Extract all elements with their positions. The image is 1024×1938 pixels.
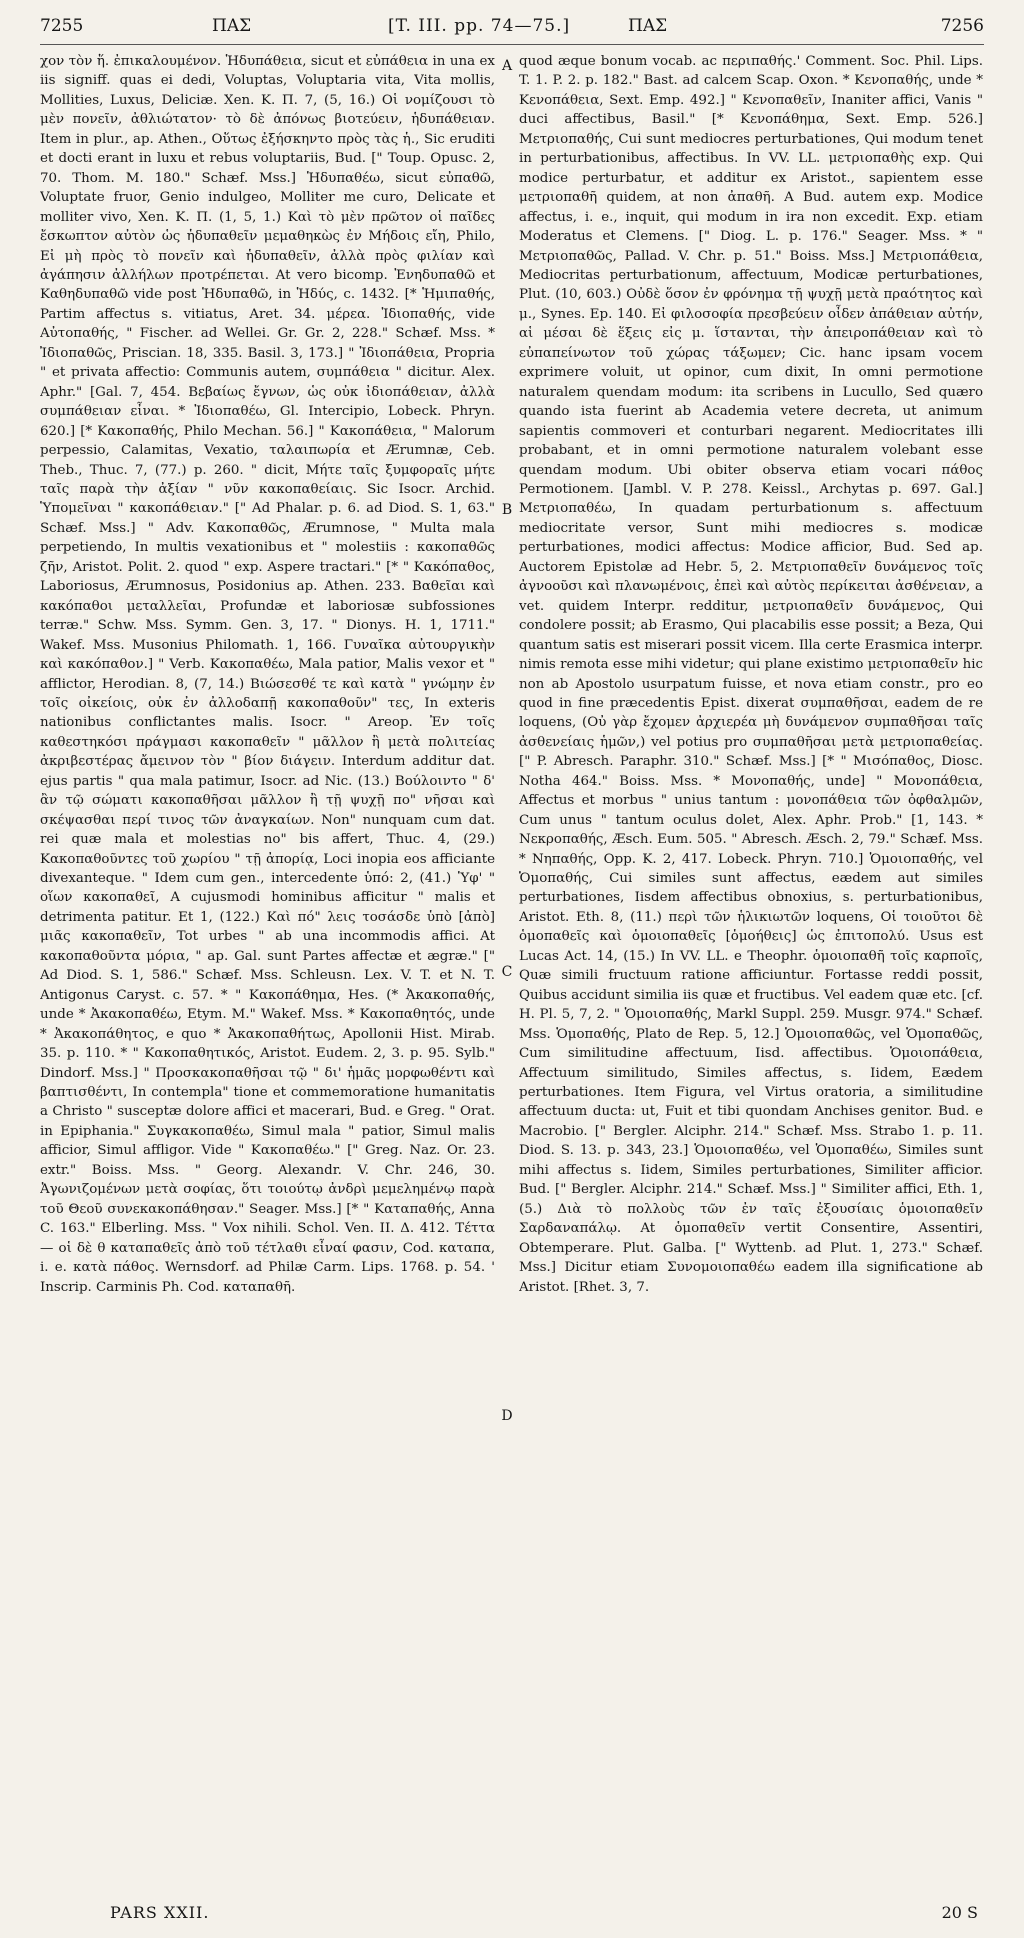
- margin-letter-d: D: [501, 1408, 513, 1424]
- volume-page-reference: [T. III. pp. 74—75.]: [388, 16, 571, 36]
- right-text-column: [519, 52, 983, 1922]
- right-column-number: 7256: [940, 16, 984, 36]
- right-column-text: quod æque bonum vocab. ac περιπαθής.' Comment. Soc. Phil. Lips. T. 1. P. 2. p. 182." Bast. ad calcem Scap. Oxon. * Κενοπαθής, unde * Κενοπάθεια, Sext. Emp. 492.] " Κενοπαθεῖν, Inaniter affici, Vanis " duci affectibus, Basil." [* Κενοπάθημα, Sext. Emp. 526.] Μετριοπαθής, Cui sunt mediocres perturbationes, Qui modum tenet in perturbationibus, affectibus. In VV. LL. μετριοπαθὴς exp. Qui modice perturbatur, et additur ex Aristot., sapientem esse μετριοπαθῆ quidem, at non ἀπαθῆ. A Bud. autem exp. Modice affectus, i. e., inquit, qui modum in ira non excedit. Exp. etiam Moderatus et Clemens. [" Diog. L. p. 176." Seager. Mss. * " Μετριοπαθῶς, Pallad. V. Chr. p. 51." Boiss. Mss.] Μετριοπάθεια, Mediocritas perturbationum, affectuum, Modicæ perturbationes, Plut. (10, 603.) Οὐδὲ ὅσον ἐν φρόνημα τῇ ψυχῇ μετὰ πραότητος καὶ μ., Synes. Ep. 140. Εἰ φιλοσοφία πρεσβεύειν οἶδεν ἀπάθειαν αὐτήν, αἱ μέσαι δὲ ἕξεις εἰς μ. ἵστανται, τὴν ἀπειροπάθειαν καὶ τὸ εὐπαπείνωτον τοῦ χώρας τάξωμεν; Cic. hanc ipsam vocem exprimere voluit, ut opinor, cum dixit, In omni permotione naturalem quendam modum: ita scribens in Lucullo, Sed quæro quando ista fuerint ab Academia vetere decreta, ut animum sapientis commoveri et conturbari negarent. Mediocritates illi probabant, et in omni permotione naturalem volebant esse quendam modum. Ubi obiter observa etiam vocari πάθος Permotionem. [Jambl. V. P. 278. Keissl., Archytas p. 697. Gal.] Μετριοπαθέω, In quadam perturbationum s. affectuum mediocritate versor, Sunt mihi mediocres s. modicæ perturbationes, modici affectus: Modice afficior, Bud. Sed ap. Auctorem Epistolæ ad Hebr. 5, 2. Μετριοπαθεῖν δυνάμενος τοῖς ἀγνοοῦσι καὶ πλανωμένοις, ἐπεὶ καὶ αὐτὸς περίκειται ἀσθένειαν, a vet. quidem Interpr. redditur, μετριοπαθεῖν δυνάμενος, Qui condolere possit; ab Erasmo, Qui placabilis esse possit; a Beza, Qui quantum satis est miserari possit vicem. Illa certe Erasmica interpr. nimis remota esse mihi videtur; qui plane existimo μετριοπαθεῖν hic non ab Apostolo usurpatum fuisse, et nova etiam constr., pro eo quod in fine præcedentis Epist. dixerat συμπαθῆσαι, eadem de re loquens, (Οὐ γὰρ ἔχομεν ἀρχιερέα μὴ δυνάμενον συμπαθῆσαι ταῖς ἀσθενείαις ἡμῶν,) vel potius pro συμπαθῆσαι μετὰ μετριοπαθείας. [" P. Abresch. Paraphr. 310." Schæf. Mss.] [* " Μισόπαθος, Diosc. Notha 464." Boiss. Mss. * Μονοπαθής, unde] " Μονοπάθεια, Affectus et morbus " unius tantum : μονοπάθεια τῶν ὀφθαλμῶν, Cum unus " tantum oculus dolet, Alex. Aphr. Prob." [1, 143. * Νεκροπαθής, Æsch. Eum. 505. " Abresch. Æsch. 2, 79." Schæf. Mss. * Νηπαθής, Opp. K. 2, 417. Lobeck. Phryn. 710.] Ὁμοιοπαθής, vel Ὁμοπαθής, Cui similes sunt affectus, eædem aut similes perturbationes, Iisdem affectibus obnoxius, s. perturbationibus, Aristot. Eth. 8, (11.) περὶ τῶν ἡλικιωτῶν loquens, Οἱ τοιοῦτοι δὲ ὁμοπαθεῖς καὶ ὁμοιοπαθεῖς [ὁμοήθεις] ὡς ἐπιτοπολύ. Usus est Lucas Act. 14, (15.) In VV. LL. e Theophr. ὁμοιοπαθῆ τοῖς καρποῖς, Quæ simili fructuum ratione afficiuntur. Fortasse reddi possit, Quibus accidunt similia iis quæ et fructibus. Vel eadem quæ etc. [cf. H. Pl. 5, 7, 2. " Ὁμοιοπαθής, Markl Suppl. 259. Musgr. 974." Schæf. Mss. Ὁμοπαθής, Plato de Rep. 5, 12.] Ὁμοιοπαθῶς, vel Ὁμοπαθῶς, Cum similitudine affectuum, Iisd. affectibus. Ὁμοιοπάθεια, Affectuum similitudo, Similes affectus, s. Iidem, Eædem perturbationes. Item Figura, vel Virtus oratoria, a similitudine affectuum ducta: ut, Fuit et tibi quondam Anchises genitor. Bud. e Macrobio. [" Bergler. Alciphr. 214." Schæf. Mss. Strabo 1. p. 11. Diod. S. 13. p. 343, 23.] Ὁμοιοπαθέω, vel Ὁμοπαθέω, Similes sunt mihi affectus s. Iidem, Similes perturbationes, Similiter afficior. Bud. [" Bergler. Alciphr. 214." Schæf. Mss.] " Similiter affici, Eth. 1, (5.) Διὰ τὸ πολλοὺς τῶν ἐν ταῖς ἐξουσίαις ὁμοιοπαθεῖν Σαρδαναπάλῳ. At ὁμοπαθεῖν vertit Consentire, Assentiri, Obtemperare. Plut. Galba. [" Wyttenb. ad Plut. 1, 273." Schæf. Mss.] Dicitur etiam Συνομοιοπαθέω eadem illa significatione ab Aristot. [Rhet. 3, 7.: [519, 54, 983, 1295]
- margin-letter-a: A: [501, 58, 513, 74]
- header-rule: [40, 44, 984, 45]
- left-column-number: 7255: [40, 16, 84, 36]
- margin-letter-b: B: [501, 502, 513, 518]
- right-headword: ΠΑΣ: [628, 16, 668, 36]
- left-text-column: [40, 52, 495, 1922]
- margin-letter-c: C: [501, 964, 513, 980]
- signature-mark-right: 20 S: [941, 1903, 978, 1922]
- left-column-text: χον τὸν ἥ. ἐπικαλουμένον. Ἡδυπάθεια, sicut et εὐπάθεια in una ex iis signiff. quas ei dedi, Voluptas, Voluptaria vita, Vita mollis, Mollities, Luxus, Deliciæ. Xen. K. Π. 7, (5, 16.) Οἱ νομίζουσι τὸ μὲν πονεῖν, ἀθλιώτατον· τὸ δὲ ἀπόνως βιοτεύειν, ἡδυπάθειαν. Item in plur., ap. Athen., Οὕτως ἐξήσκηντο πρὸς τὰς ἡ., Sic eruditi et docti erant in luxu et rebus voluptariis, Bud. [" Toup. Opusc. 2, 70. Thom. M. 180." Schæf. Mss.] Ἡδυπαθέω, sicut εὐπαθῶ, Voluptate fruor, Genio indulgeo, Molliter me curo, Delicate et molliter vivo, Xen. K. Π. (1, 5, 1.) Καὶ τὸ μὲν πρῶτον οἱ παῖδες ἔσκωπτον αὐτὸν ὡς ἡδυπαθεῖν μεμαθηκὼς ἐν Μήδοις εἴη, Philo, Εἰ μὴ πρὸς τὸ πονεῖν καὶ ἡδυπαθεῖν, ἀλλὰ πρὸς φιλίαν καὶ ἀγάπησιν ἀλλήλων προτρέπεται. At vero bicomp. Ἐνηδυπαθῶ et Καθηδυπαθῶ vide post Ἡδυπαθῶ, in Ἡδύς, c. 1432. [* Ἡμιπαθής, Partim affectus s. vitiatus, Aret. 34. μέρεα. Ἰδιοπαθής, vide Αὐτοπαθής, " Fischer. ad Wellei. Gr. Gr. 2, 228." Schæf. Mss. * Ἰδιοπαθῶς, Priscian. 18, 335. Basil. 3, 173.] " Ἰδιοπάθεια, Propria " et privata affectio: Communis autem, συμπάθεια " dicitur. Alex. Aphr." [Gal. 7, 454. Βεβαίως ἔγνων, ὡς οὐκ ἰδιοπάθειαν, ἀλλὰ συμπάθειαν εἶναι. * Ἰδιοπαθέω, Gl. Intercipio, Lobeck. Phryn. 620.] [* Κακοπαθής, Philo Mechan. 56.] " Κακοπάθεια, " Malorum perpessio, Calamitas, Vexatio, ταλαιπωρία et Ærumnæ, Ceb. Theb., Thuc. 7, (77.) p. 260. " dicit, Μήτε ταῖς ξυμφοραῖς μήτε ταῖς παρὰ τὴν ἀξίαν " νῦν κακοπαθείαις. Sic Isocr. Archid. Ὑπομεῖναι " κακοπάθειαν." [" Ad Phalar. p. 6. ad Diod. S. 1, 63." Schæf. Mss.] " Adv. Κακοπαθῶς, Ærumnose, " Multa mala perpetiendo, In multis vexationibus et " molestiis : κακοπαθῶς ζῆν, Aristot. Polit. 2. quod " exp. Aspere tractari." [* " Κακόπαθος, Laboriosus, Ærumnosus, Posidonius ap. Athen. 233. Βαθεῖαι καὶ κακόπαθοι μεταλλεῖαι, Profundæ et laboriosæ subfossiones terræ." Schw. Mss. Symm. Gen. 3, 17. " Dionys. H. 1, 1711." Wakef. Mss. Musonius Philomath. 1, 166. Γυναῖκα αὐτουργικὴν καὶ κακόπαθον.] " Verb. Κακοπαθέω, Mala patior, Malis vexor et " afflictor, Herodian. 8, (7, 14.) Βιώσεσθέ τε καὶ κατὰ " γνώμην ἐν τοῖς οἰκείοις, οὐκ ἐν ἀλλοδαπῇ κακοπαθοῦν" τες, In exteris nationibus conflictantes malis. Isocr. " Areop. Ἐν τοῖς καθεστηκόσι πράγμασι κακοπαθεῖν " μᾶλλον ἢ μετὰ πολιτείας ἀκριβεστέρας ἄμεινον τὸν " βίον διάγειν. Interdum additur dat. ejus partis " qua mala patimur, Isocr. ad Nic. (13.) Βούλοιντο " δ' ἂν τῷ σώματι κακοπαθῆσαι μᾶλλον ἢ τῇ ψυχῇ πο" νῆσαι καὶ σκέψασθαι περί τινος τῶν ἀναγκαίων. Non" nunquam cum dat. rei quæ mala et molestias no" bis affert, Thuc. 4, (29.) Κακοπαθοῦντες τοῦ χωρίου " τῇ ἀπορίᾳ, Loci inopia eos afficiante divexanteque. " Idem cum gen., intercedente ὑπό: 2, (41.) Ὑφ' " οἵων κακοπαθεῖ, A cujusmodi hominibus afficitur " malis et detrimenta patitur. Et 1, (122.) Καὶ πό" λεις τοσάσδε ὑπὸ [ἀπὸ] μιᾶς κακοπαθεῖν, Tot urbes " ab una incommodis affici. At κακοπαθοῦντα μόρια, " ap. Gal. sunt Partes affectæ et ægræ." [" Ad Diod. S. 1, 586." Schæf. Mss. Schleusn. Lex. V. T. et N. T. Antigonus Caryst. c. 57. * " Κακοπάθημα, Hes. (* Ἀκακοπαθής, unde * Ἀκακοπαθέω, Etym. M." Wakef. Mss. * Κακοπαθητός, unde * Ἀκακοπάθητος, e quo * Ἀκακοπαθήτως, Apollonii Hist. Mirab. 35. p. 110. * " Κακοπαθητικός, Aristot. Eudem. 2, 3. p. 95. Sylb." Dindorf. Mss.] " Προσκακοπαθῆσαι τῷ " δι' ἡμᾶς μορφωθέντι καὶ βαπτισθέντι, In contempla" tione et commemoratione humanitatis a Christo " susceptæ dolore affici et macerari, Bud. e Greg. " Orat. in Epiphania." Συγκακοπαθέω, Simul mala " patior, Simul malis afficior, Simul affligor. Vide " Κακοπαθέω." [" Greg. Naz. Or. 23. extr." Boiss. Mss. " Georg. Alexandr. V. Chr. 246, 30. Ἀγωνιζομένων μετὰ σοφίας, ὅτι τοιούτῳ ἀνδρὶ μεμελημένῳ παρὰ τοῦ Θεοῦ συνεκακοπάθησαν." Seager. Mss.] [* " Καταπαθής, Anna C. 163." Elberling. Mss. " Vox nihili. Schol. Ven. II. Δ. 412. Τέττα — οἱ δὲ θ καταπαθεῖς ἀπὸ τοῦ τέτλαθι εἶναί φασιν, Cod. καταπα, i. e. κατὰ πάθος. Wernsdorf. ad Philæ Carm. Lips. 1768. p. 54. ' Inscrip. Carminis Ph. Cod. καταπαθῆ.: [40, 54, 495, 1295]
- signature-mark-left: PARS XXII.: [110, 1903, 210, 1922]
- left-headword: ΠΑΣ: [212, 16, 252, 36]
